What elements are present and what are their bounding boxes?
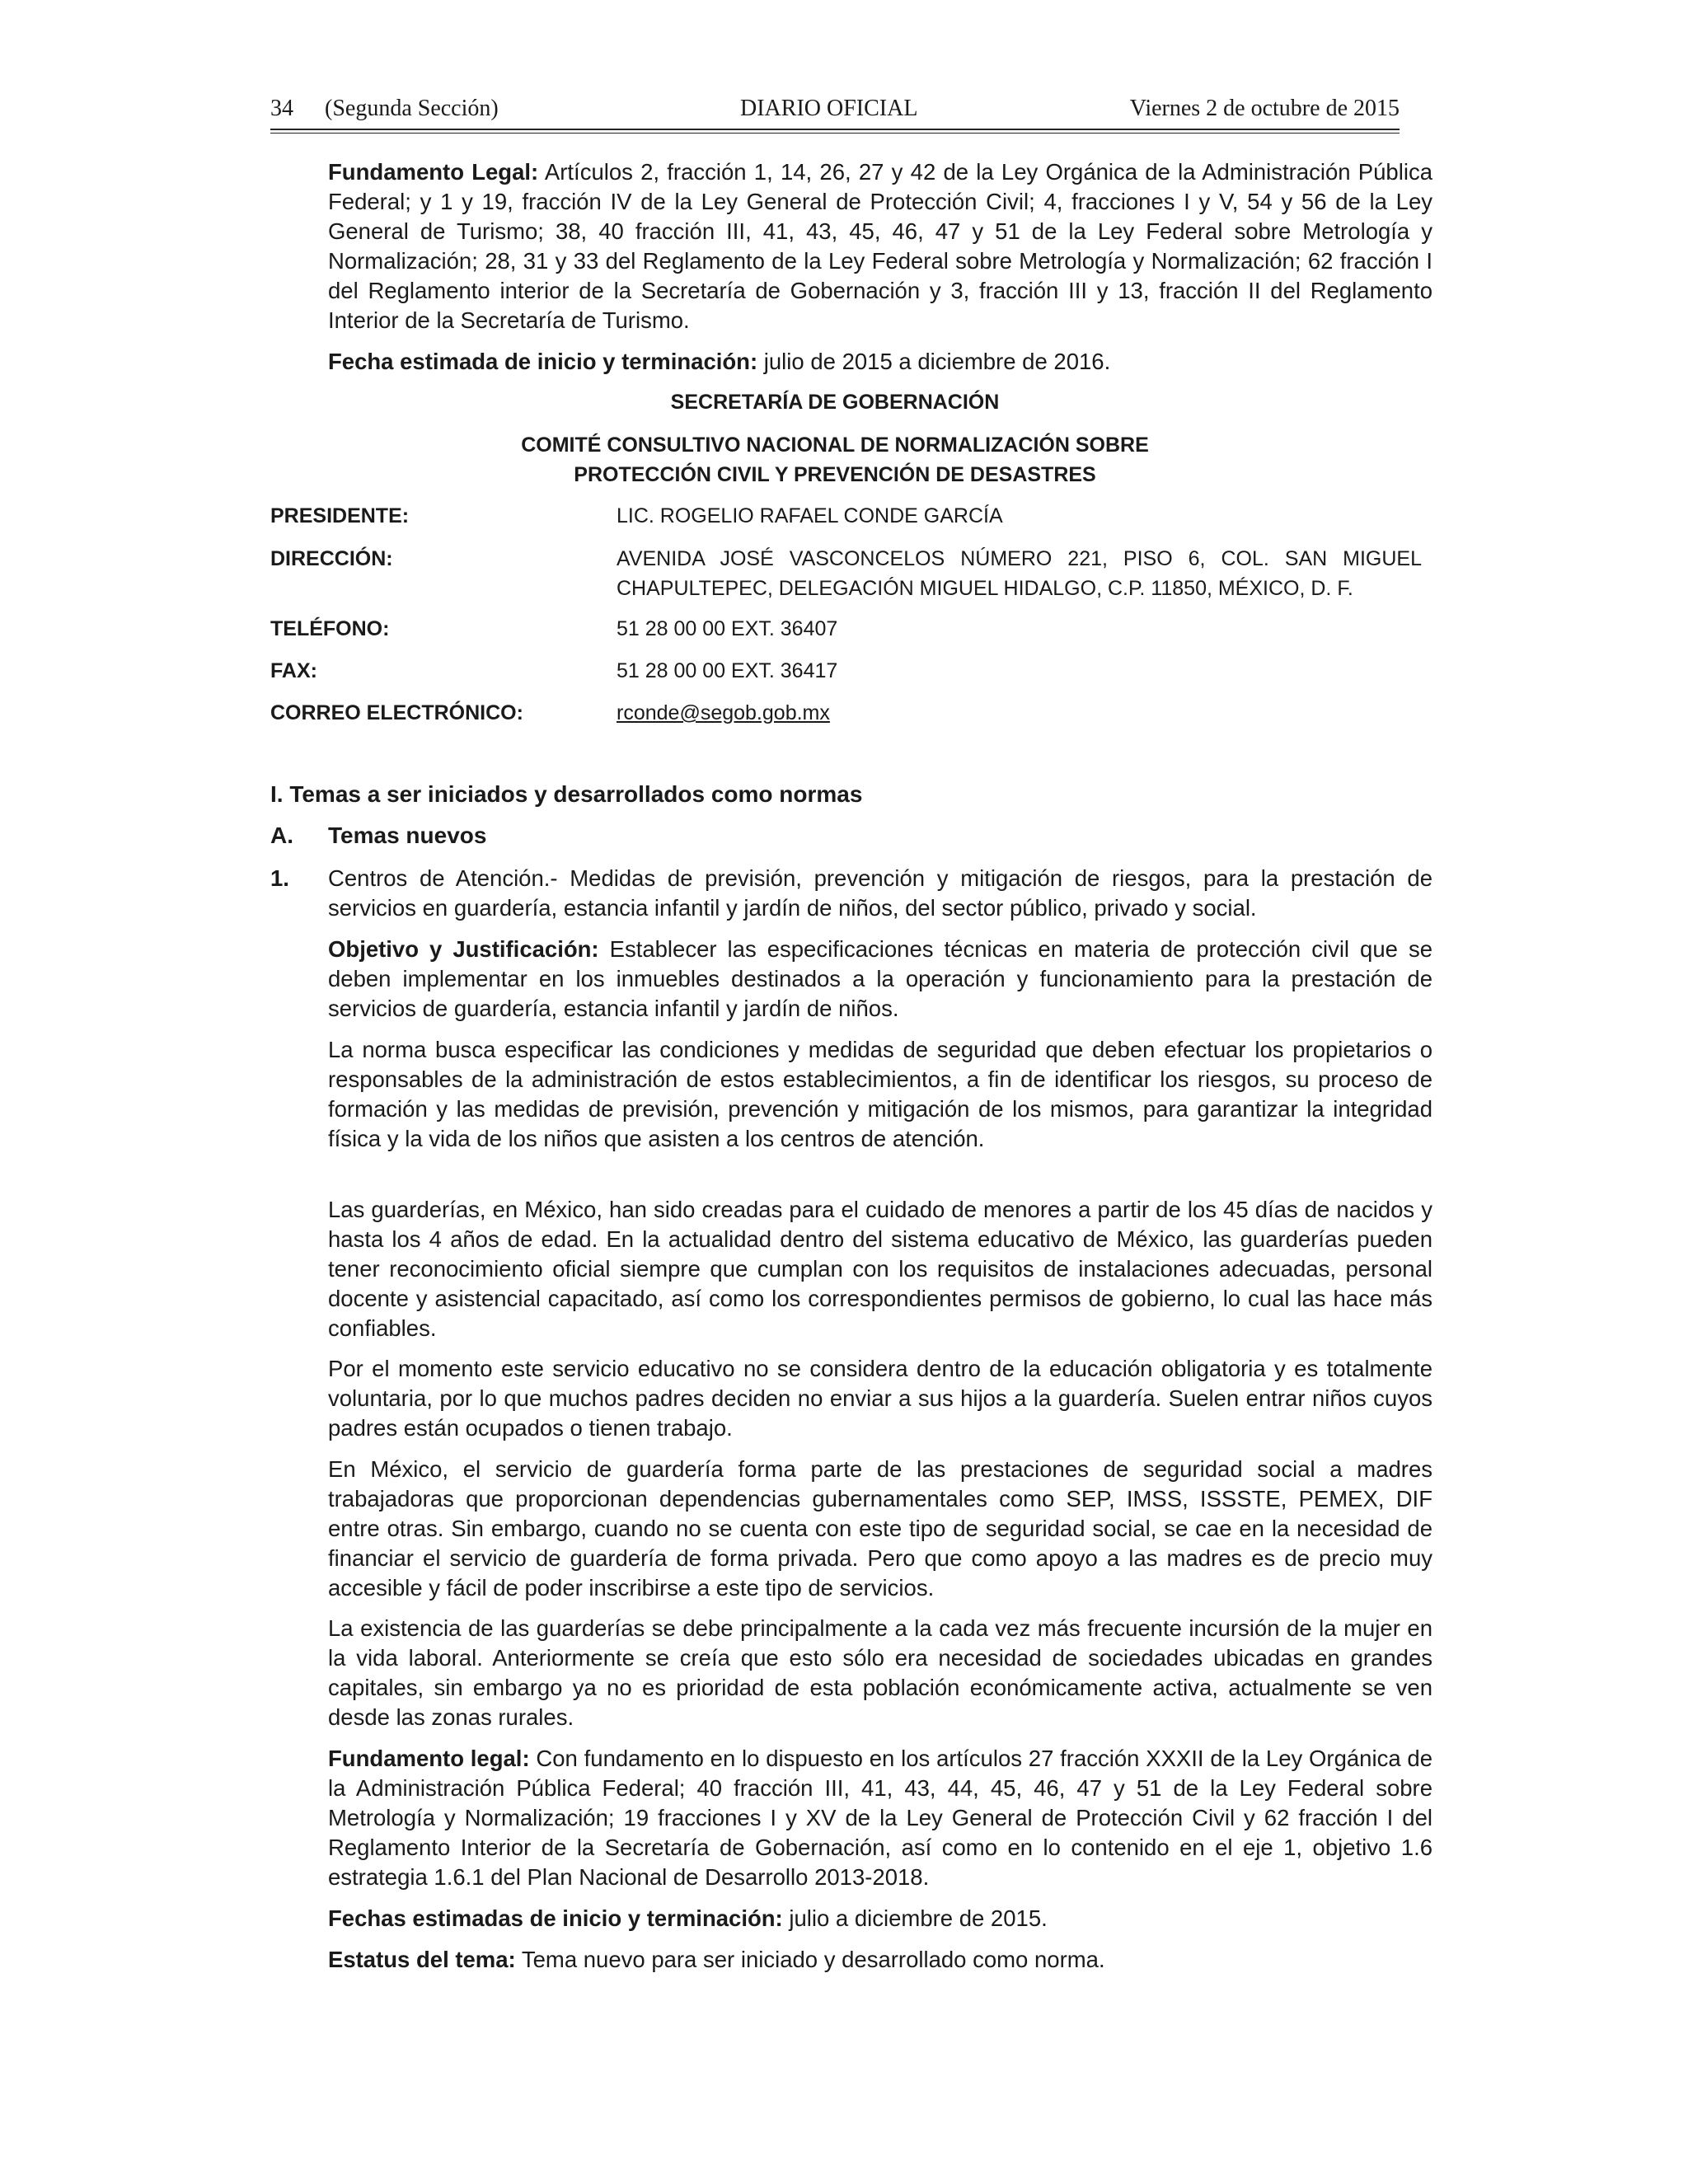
item-legal-basis bbox=[328, 1744, 1432, 1892]
item-status-label: Estatus del tema: bbox=[328, 1947, 516, 1972]
subsection-marker: A. bbox=[270, 823, 293, 848]
item-dates-label: Fechas estimadas de inicio y terminación: bbox=[328, 1905, 783, 1931]
page-number: 34 bbox=[270, 96, 293, 121]
phone-value: 51 28 00 00 EXT. 36407 bbox=[617, 617, 838, 640]
paragraph-2: Las guarderías, en México, han sido creadas para el cuidado de menores a partir de los 45 días de nacidos y hasta los 4 años de edad. En la actualidad dentro del sistema educativo de México, las guarderías pueden tener reconocimiento oficial siempre que cumplan con los requisitos de instalaciones adecuadas, personal docente y asistencial capacitado, así como los correspondientes permisos de gobierno, lo cual las hace más confiables. bbox=[328, 1197, 1432, 1341]
header-rule-bottom bbox=[270, 133, 1400, 134]
address-label: DIRECCIÓN: bbox=[270, 547, 393, 570]
section-heading: I. Temas a ser iniciados y desarrollados como normas bbox=[270, 781, 863, 807]
section-label: (Segunda Sección) bbox=[325, 96, 499, 121]
fax-label: FAX: bbox=[270, 659, 317, 682]
item-title: Centros de Atención.- Medidas de previsión, prevención y mitigación de riesgos, para la prestación de servicios en guardería, estancia infantil y jardín de niños, del sector público, privado y social. bbox=[328, 865, 1432, 921]
item-legal-label: Fundamento legal: bbox=[328, 1746, 530, 1771]
item-status bbox=[328, 1945, 1432, 1975]
committee-line-2: PROTECCIÓN CIVIL Y PREVENCIÓN DE DESASTRES bbox=[574, 463, 1096, 486]
item-marker: 1. bbox=[270, 865, 289, 891]
president-value: LIC. ROGELIO RAFAEL CONDE GARCÍA bbox=[617, 504, 1003, 527]
publication-title: DIARIO OFICIAL bbox=[740, 96, 918, 121]
paragraph-1: La norma busca especificar las condiciones y medidas de seguridad que deben efectuar los propietarios o responsables de la administración de estos establecimientos, a fin de identificar los riesgos, su proceso de formación y las medidas de previsión, prevención y mitigación de los mismos, para garantizar la integridad física y la vida de los niños que asisten a los centros de atención. bbox=[328, 1037, 1432, 1151]
prev-dates bbox=[328, 347, 1432, 377]
committee-line-1: COMITÉ CONSULTIVO NACIONAL DE NORMALIZACIÓN SOBRE bbox=[521, 434, 1149, 457]
subsection-heading: Temas nuevos bbox=[328, 823, 487, 848]
prev-legal-text: Artículos 2, fracción 1, 14, 26, 27 y 42 de la Ley Orgánica de la Administración Pública Federal; y 1 y 19, fracción IV de la Ley General de Protección Civil; 4, fracciones I y V, 54 y 56 de la Ley General de Turismo; 38, 40 fracción III, 41, 43, 45, 46, 47 y 51 de la Ley Federal sobre Metrología y Normalización; 28, 31 y 33 del Reglamento de la Ley Federal sobre Metrología y Normalización; 62 fracción I del Reglamento interior de la Secretaría de Gobernación y 3, fracción III y 13, fracción II del Reglamento Interior de la Secretaría de Turismo. bbox=[328, 159, 1432, 333]
item-dates bbox=[328, 1904, 1432, 1933]
paragraph-4: En México, el servicio de guardería forma parte de las prestaciones de seguridad social a madres trabajadoras que proporcionan dependencias gubernamentales como SEP, IMSS, ISSSTE, PEMEX, DIF entre otras. Sin embargo, cuando no se cuenta con este tipo de seguridad social, se cae en la necesidad de financiar el servicio de guardería de forma privada. Pero que como apoyo a las madres es de precio muy accesible y fácil de poder inscribirse a este tipo de servicios. bbox=[328, 1456, 1432, 1601]
publication-date: Viernes 2 de octubre de 2015 bbox=[1129, 96, 1400, 121]
objective-label: Objetivo y Justificación: bbox=[328, 936, 599, 962]
email-link[interactable]: rconde@segob.gob.mx bbox=[617, 701, 830, 724]
prev-dates-text: julio de 2015 a diciembre de 2016. bbox=[757, 349, 1111, 374]
paragraph-3: Por el momento este servicio educativo no se considera dentro de la educación obligatoria y es totalmente voluntaria, por lo que muchos padres deciden no enviar a sus hijos a la guardería. Suelen entrar niños cuyos padres están ocupados o tienen trabajo. bbox=[328, 1356, 1432, 1441]
phone-label: TELÉFONO: bbox=[270, 617, 390, 640]
prev-legal-label: Fundamento Legal: bbox=[328, 159, 539, 185]
objective-text: Establecer las especificaciones técnicas en materia de protección civil que se deben implementar en los inmuebles destinados a la operación y funcionamiento para la prestación de servicios de guardería, estancia infantil y jardín de niños. bbox=[328, 936, 1432, 1021]
address-value: AVENIDA JOSÉ VASCONCELOS NÚMERO 221, PISO 6, COL. SAN MIGUEL CHAPULTEPEC, DELEGACIÓN MIGUEL HIDALGO, C.P. 11850, MÉXICO, D. F. bbox=[617, 547, 1422, 600]
item-legal-text: Con fundamento en lo dispuesto en los artículos 27 fracción XXXII de la Ley Orgánica de la Administración Pública Federal; 40 fracción III, 41, 43, 44, 45, 46, 47 y 51 de la Ley Federal sobre Metrología y Normalización; 19 fracciones I y XV de la Ley General de Protección Civil y 62 fracción I del Reglamento Interior de la Secretaría de Gobernación, así como en lo contenido en el eje 1, objetivo 1.6 estrategia 1.6.1 del Plan Nacional de Desarrollo 2013-2018. bbox=[328, 1746, 1432, 1890]
prev-legal-basis bbox=[328, 157, 1432, 335]
agency-name: SECRETARÍA DE GOBERNACIÓN bbox=[670, 391, 1000, 414]
president-label: PRESIDENTE: bbox=[270, 504, 410, 527]
email-label: CORREO ELECTRÓNICO: bbox=[270, 701, 523, 724]
item-status-text: Tema nuevo para ser iniciado y desarrollado como norma. bbox=[515, 1947, 1105, 1972]
prev-dates-label: Fecha estimada de inicio y terminación: bbox=[328, 349, 758, 374]
objective-paragraph bbox=[328, 935, 1432, 1024]
item-dates-text: julio a diciembre de 2015. bbox=[782, 1905, 1048, 1931]
fax-value: 51 28 00 00 EXT. 36417 bbox=[617, 659, 838, 682]
paragraph-5: La existencia de las guarderías se debe principalmente a la cada vez más frecuente incursión de la mujer en la vida laboral. Anteriormente se creía que esto sólo era necesidad de sociedades ubicadas en grandes capitales, sin embargo ya no es prioridad de esta población económicamente activa, actualmente se ven desde las zonas rurales. bbox=[328, 1615, 1432, 1730]
running-header bbox=[270, 96, 1400, 129]
header-rule-top bbox=[270, 129, 1400, 130]
